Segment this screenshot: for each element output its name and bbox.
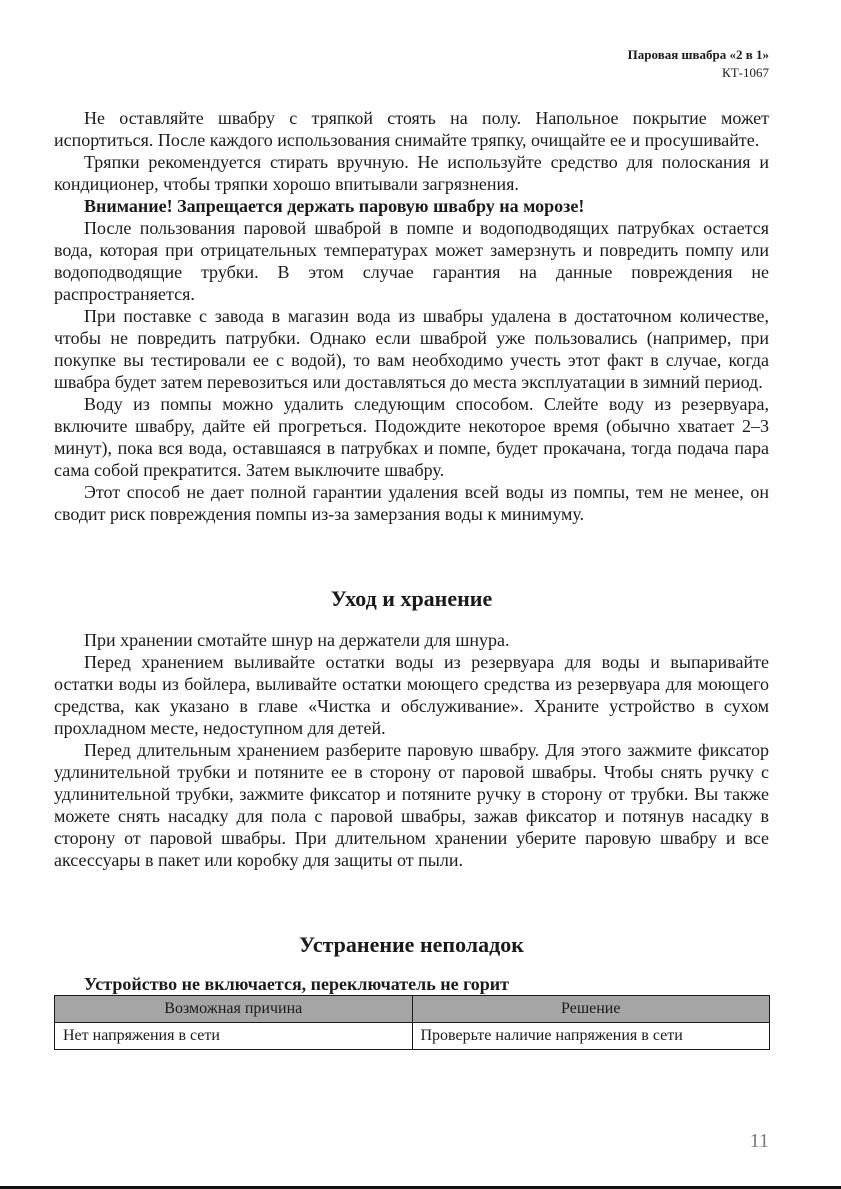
table-row	[55, 1023, 770, 1050]
product-title: Паровая швабра «2 в 1»	[627, 47, 769, 62]
section-title-care: Уход и хранение	[330, 586, 493, 611]
table-header-row	[55, 996, 770, 1023]
paragraph: Этот способ не дает полной гарантии удаления всей воды из помпы, тем не менее, он сводит риск повреждения помпы из-за замерзания воды к минимуму.	[54, 482, 769, 524]
page-header	[628, 46, 769, 82]
column-header-solution: Решение	[412, 996, 770, 1023]
problem-heading: Устройство не включается, переключатель не горит	[84, 974, 510, 994]
paragraph: После пользования паровой шваброй в помпе и водоподводящих патрубках остается вода, которая при отрицательных температурах может замерзнуть и повредить помпу или водоподводящие трубки. В этом случае гарантия на данные повреждения не распространяется.	[54, 218, 769, 304]
paragraph: При поставке с завода в магазин вода из швабры удалена в достаточном количестве, чтобы не повредить патрубки. Однако если шваброй уже пользовались (например, при покупке вы тестировали ее с водой), то вам необходимо учесть этот факт в случае, когда швабра будет затем перевозиться или доставляться до места эксплуатации в зимний период.	[54, 306, 769, 392]
page-number: 11	[749, 1130, 769, 1152]
paragraph: Перед хранением выливайте остатки воды из резервуара для воды и выпаривайте остатки воды из бойлера, выливайте остатки моющего средства из резервуара для моющего средства, как указано в главе «Чистка и обслуживание». Храните устройство в сухом прохладном месте, недоступном для детей.	[54, 652, 769, 738]
page-content	[54, 107, 769, 1050]
paragraph: Воду из помпы можно удалить следующим способом. Слейте воду из резервуара, включите швабру, дайте ей прогреться. Подождите некоторое время (обычно хватает 2–3 минут), пока вся вода, оставшаяся в патрубках и помпе, будет прокачана, тогда подача пара сама собой прекратится. Затем выключите швабру.	[54, 394, 769, 480]
table-cell-cause: Нет напряжения в сети	[55, 1023, 413, 1050]
column-header-cause: Возможная причина	[55, 996, 413, 1023]
model-number: КТ-1067	[722, 65, 769, 80]
table-cell-solution: Проверьте наличие напряжения в сети	[412, 1023, 770, 1050]
warning-paragraph: Внимание! Запрещается держать паровую швабру на морозе!	[84, 196, 585, 216]
section-title-troubleshooting: Устранение неполадок	[299, 932, 524, 957]
paragraph: Перед длительным хранением разберите паровую швабру. Для этого зажмите фиксатор удлинительной трубки и потяните ее в сторону от паровой швабры. Чтобы снять ручку с удлинительной трубки, зажмите фиксатор и потяните ручку в сторону от трубки. Вы также можете снять насадку для пола с паровой швабры, зажав фиксатор и потянув насадку в сторону от паровой швабры. При длительном хранении уберите паровую швабру и все аксессуары в пакет или коробку для защиты от пыли.	[54, 740, 769, 870]
paragraph: Не оставляйте швабру с тряпкой стоять на полу. Напольное покрытие может испортиться. После каждого использования снимайте тряпку, очищайте ее и просушивайте.	[54, 108, 769, 150]
troubleshooting-table	[54, 995, 770, 1050]
paragraph: При хранении смотайте шнур на держатели для шнура.	[84, 630, 510, 650]
paragraph: Тряпки рекомендуется стирать вручную. Не используйте средство для полоскания и кондиционер, чтобы тряпки хорошо впитывали загрязнения.	[54, 152, 769, 194]
